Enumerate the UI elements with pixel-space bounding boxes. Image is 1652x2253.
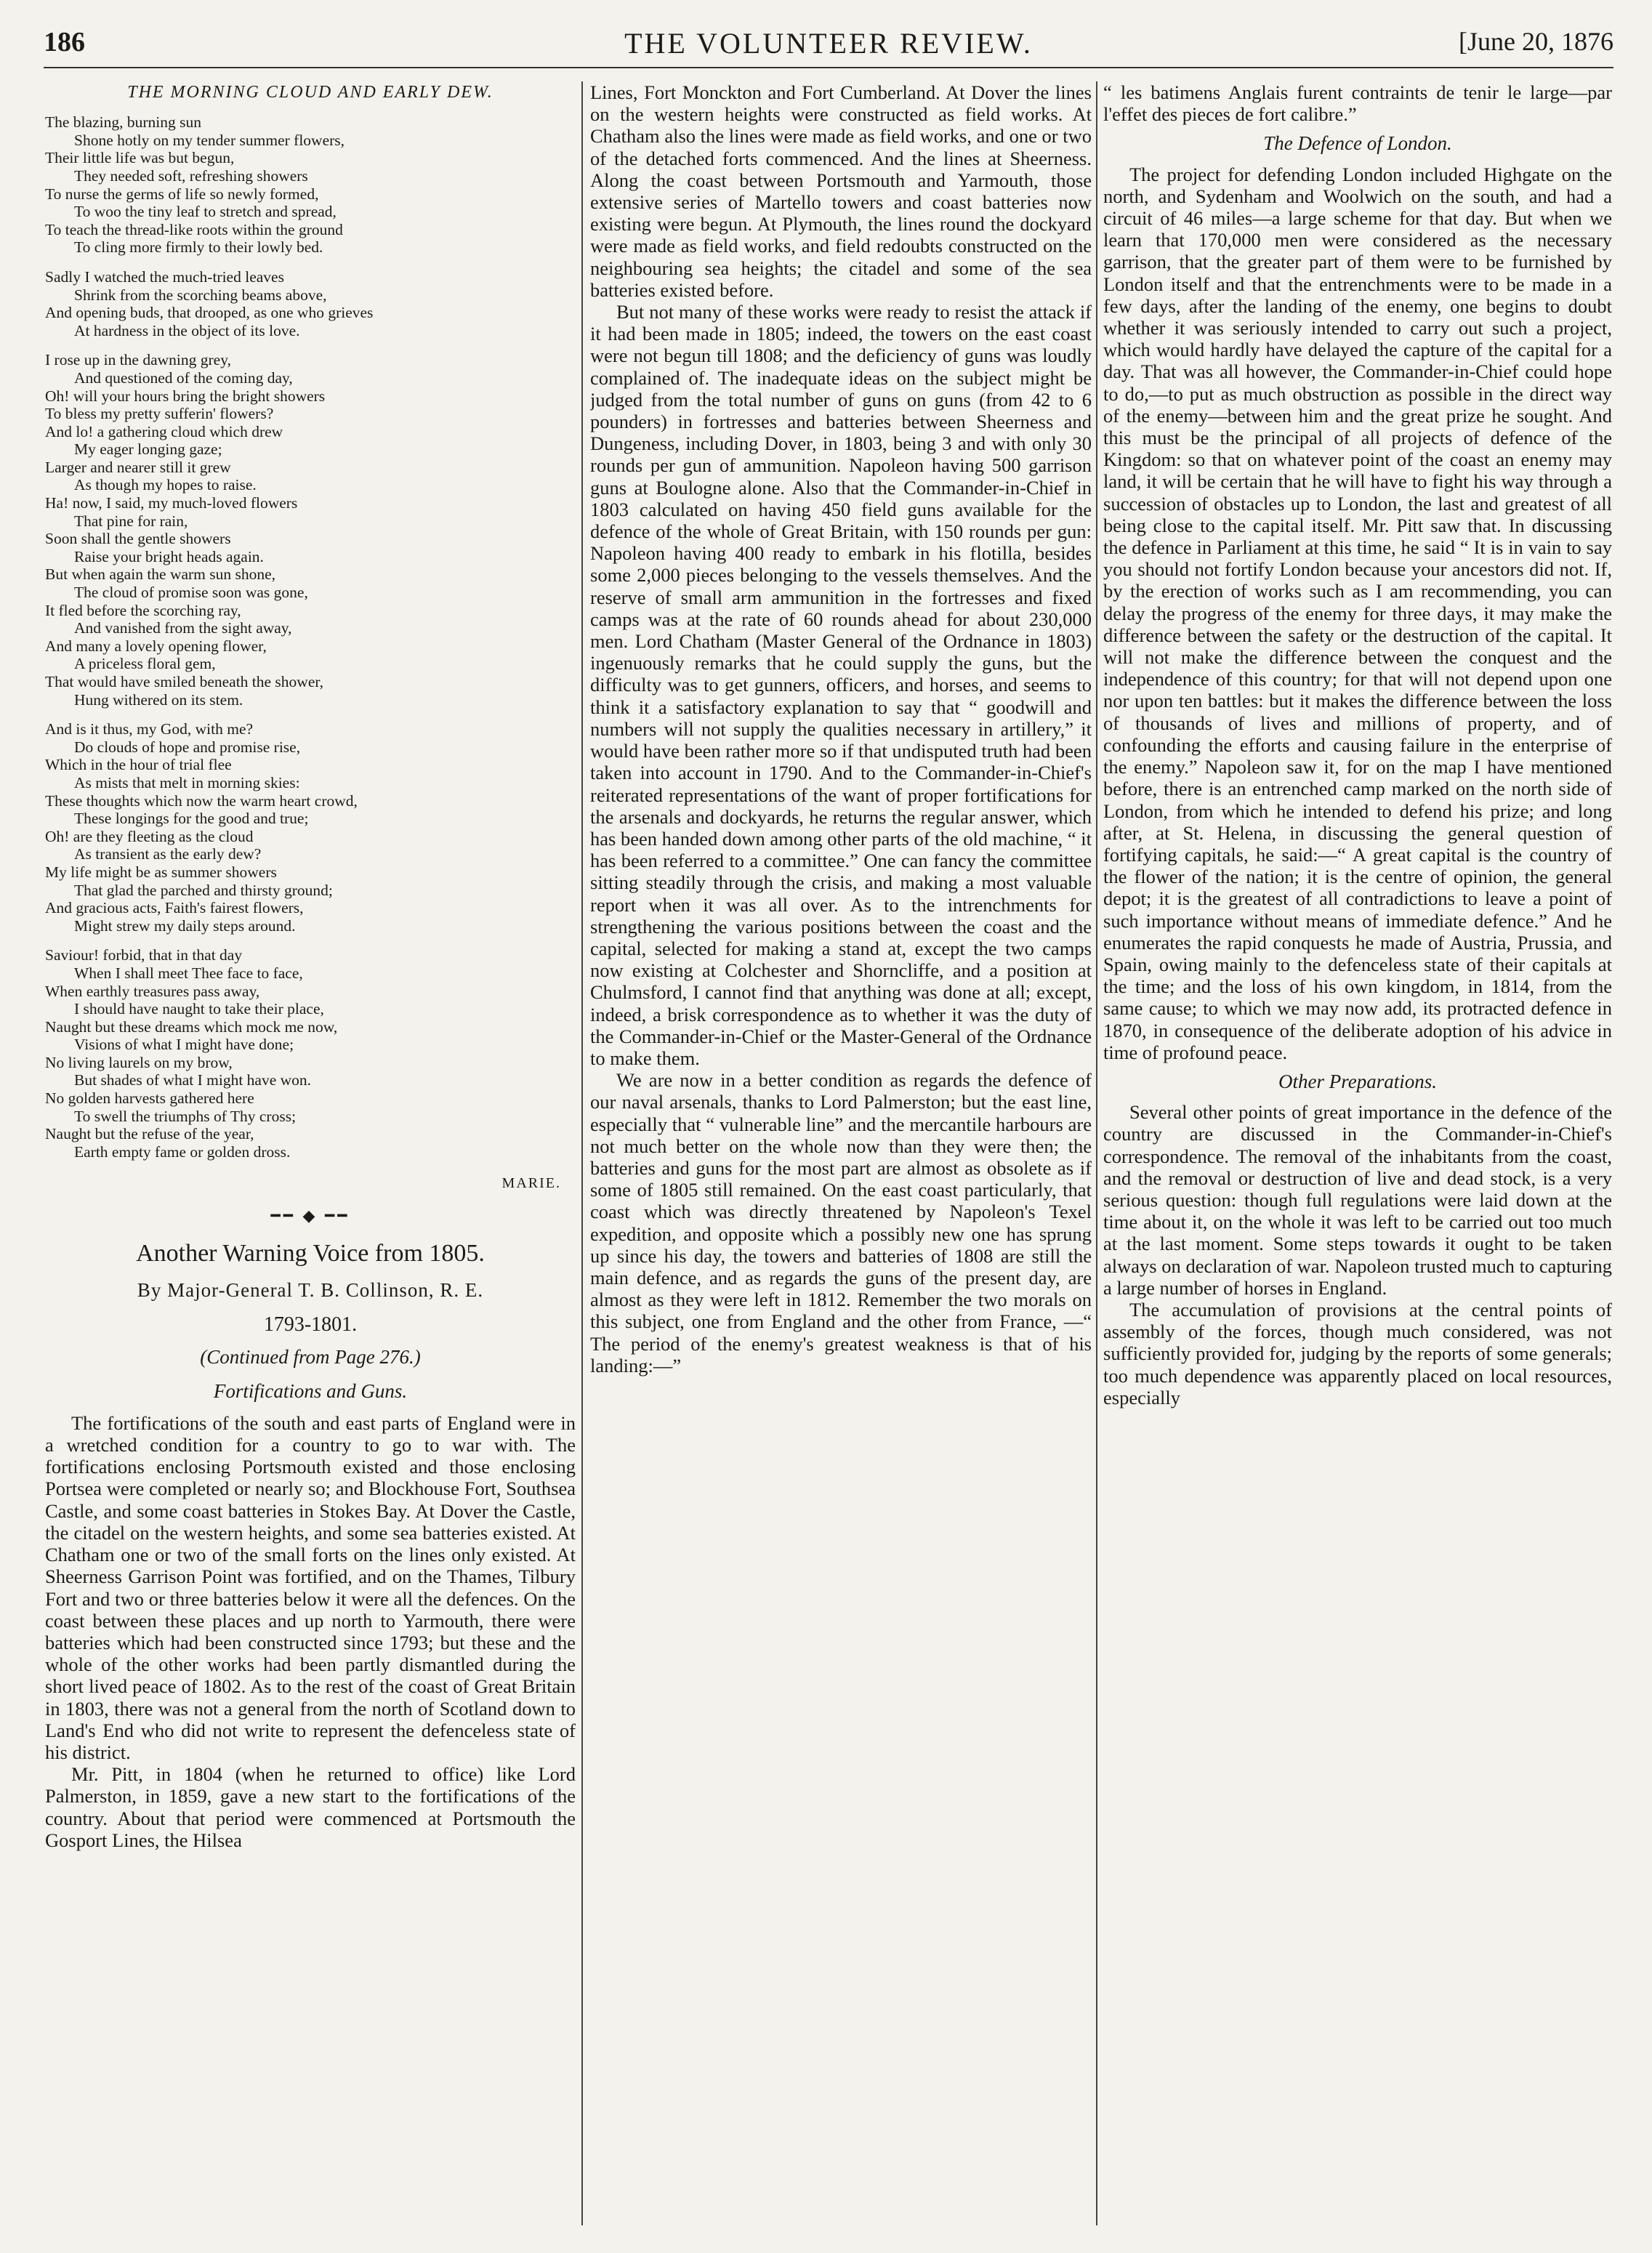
poem-line: And is it thus, my God, with me? [45, 720, 254, 738]
poem-line: Naught but these dreams which mock me now, [45, 1017, 338, 1036]
poem-author: MARIE. [501, 1175, 561, 1192]
poem-line: When I shall meet Thee face to face, [74, 964, 303, 982]
poem-line: And many a lovely opening flower, [45, 637, 267, 655]
column-1 [45, 81, 576, 2225]
article-dates: 1793-1801. [263, 1313, 358, 1337]
poem-line: Raise your bright heads again. [74, 547, 264, 565]
poem-line: Do clouds of hope and promise rise, [74, 738, 301, 756]
paragraph: But not many of these works were ready to resist the attack if it had been made in 1805; indeed, the towers on the east coast were not begun till 1808; and the deficiency of guns was loudly complained of. The inadequate ideas on the subject might be judged from the total number of guns on guns (from 42 to 6 pounders) in fortresses and batteries between Sheerness and Dungeness, including Dover, in 1803, being 3 and with only 30 rounds per gun of ammunition. Napoleon having 500 garrison guns at Boulogne alone. Also that the Commander-in-Chief in 1803 calculated on having 450 field guns available for the defence of the whole of Great Britain, with 150 rounds per gun: Napoleon having 400 ready to embark in his flotilla, besides some 2,000 pieces belonging to the vessels themselves. And the reserve of small arm ammunition in the fortresses and fixed camps was at the rate of 60 rounds ahead for about 230,000 men. Lord Chatham (Master General of the Ordnance in 1803) ingenuously remarks that he could supply the guns, but the difficulty was to get gunners, officers, and horses, and seems to think it a satisfactory explanation to say that “ goodwill and numbers will not supply the qualities necessary in artillery,” it would have been rather more so if that undisputed truth had been taken into account in 1790. And to the Commander-in-Chief's reiterated representations of the want of proper fortifications for the arsenals and dockyards, he returns the regular answer, which has been handed down among other parts of the old machine, “ it has been referred to a committee.” One can fancy the committee sitting steadily through the crisis, and making a most valuable report when it was all over. As to the intrenchments for strengthening the various positions between the coast and the capital, selected for making a stand at, except the two camps now existing at Colchester and Shorncliffe, and a position at Chulmsford, I cannot find that anything was done at all; except, indeed, a brisk correspondence as to whether it was the duty of the Commander-in-Chief or the Master-General of the Ordnance to make them. [590, 301, 1092, 1069]
paragraph: The accumulation of provisions at the central points of assembly of the forces, though much considered, was not sufficiently provided for, judging by the reports of some generals; too much dependence was apparently placed on local resources, especially [1103, 1298, 1612, 1408]
poem-line: And opening buds, that drooped, as one who grieves [45, 304, 374, 322]
poem-line: Oh! are they fleeting as the cloud [45, 827, 254, 845]
poem-stanza [45, 946, 576, 1161]
poem-line: As mists that melt in morning skies: [74, 773, 300, 791]
poem-stanza [45, 720, 576, 935]
section-ornament: ━━ ◆ ━━ [270, 1206, 350, 1225]
header-rule [44, 67, 1613, 68]
poem-body [45, 113, 576, 1161]
paragraph: We are now in a better condition as regards the defence of our naval arsenals, thanks to Lord Palmerston; but the east line, especially that “ vulnerable line” and the mercantile harbours are not much better on the whole now than they were then; the batteries and guns for the most part are almost as obsolete as if some of 1805 still remained. On the east coast particularly, that coast which was directly threatened by Napoleon's Texel expedition, and opposite which a possibly new one has sprung up since his day, the towers and batteries of 1808 are still the main defence, and as regards the guns of the present day, are almost as they were left in 1812. Remember the two morals on this subject, one from England and the other from France, —“ The period of the enemy's greatest weakness is that of his landing:—” [590, 1069, 1092, 1377]
section-heading-fortifications: Fortifications and Guns. [213, 1379, 408, 1402]
paragraph: The fortifications of the south and east parts of England were in a wretched condition for a country to go to war with. The fortifications enclosing Portsmouth existed and those enclosing Portsea were completed or nearly so; and Blockhouse Fort, Southsea Castle, and some coast batteries in Stokes Bay. At Dover the Castle, the citadel on the western heights, and some sea batteries existed. At Chatham one or two of the small forts on the lines only existed. At Sheerness Garrison Point was fortified, and on the Thames, Tilbury Fort and two or three batteries below it were all the defences. On the coast between these places and up north to Yarmouth, there were batteries which had been constructed since 1793; but these and the whole of the other works had been partly dismantled during the short lived peace of 1802. As to the rest of the coast of Great Britain in 1803, there was not a general from the north of Scotland down to Land's End who did not write to represent the defenceless state of his district. [45, 1411, 576, 1763]
poem-line: It fled before the scorching ray, [45, 601, 241, 619]
poem-line: But shades of what I might have won. [74, 1071, 312, 1089]
poem-line: I rose up in the dawning grey, [45, 351, 231, 369]
poem-line: A priceless floral gem, [74, 655, 216, 673]
poem-line: To woo the tiny leaf to stretch and spread, [74, 203, 337, 221]
poem-line: Their little life was but begun, [45, 149, 235, 167]
column-divider [581, 81, 583, 2225]
page-number: 186 [44, 27, 85, 57]
section-heading-other-preparations: Other Preparations. [1278, 1070, 1437, 1092]
article-byline: By Major-General T. B. Collinson, R. E. [137, 1279, 484, 1302]
poem-line: And gracious acts, Faith's fairest flowers, [45, 899, 304, 917]
poem-line: To cling more firmly to their lowly bed. [74, 238, 323, 257]
poem-line: To nurse the germs of life so newly formed, [45, 185, 319, 203]
poem-line: That glad the parched and thirsty ground; [74, 881, 333, 899]
poem-line: Might strew my daily steps around. [74, 916, 296, 935]
poem-line: And questioned of the coming day, [74, 368, 293, 387]
paragraph: Mr. Pitt, in 1804 (when he returned to office) like Lord Palmerston, in 1859, gave a new start to the fortifications of the country. About that period were commenced at Portsmouth the Gosport Lines, the Hilsea [45, 1763, 576, 1851]
poem-line: As transient as the early dew? [74, 845, 262, 863]
page-header [44, 20, 1613, 64]
poem-line: The cloud of promise soon was gone, [74, 584, 308, 602]
column-divider [1096, 81, 1097, 2225]
paragraph: The project for defending London included Highgate on the north, and Sydenham and Woolwich on the south, and had a circuit of 46 miles—a large scheme for that day. But when we learn that 170,000 men were considered as the necessary garrison, that the greater part of them were to be furnished by London itself and that the entrenchments were to be made in a few days, after the landing of the enemy, one begins to doubt whether it was seriously intended to carry out such a project, which would hardly have delayed the capture of the capital for a day. That was all however, the Commander-in-Chief could hope to do,—to put as much obstruction as possible in the direct way of the enemy—between him and the great prize he sought. And this must be the principal of all projects of defence of the Kingdom: so that on whatever point of the coast an enemy may land, it will be certain that he will have to fight his way through a succession of obstacles up to London, the last and greatest of all being close to the capital itself. Mr. Pitt saw that. In discussing the defence in Parliament at this time, he said “ It is in vain to say you should not fortify London because your ancestors did not. If, by the erection of works such as I am recommending, you can delay the progress of the enemy for three days, it may make the difference between the safety or the destruction of the capital. It will not make the difference between the conquest and the independence of this country; for that will not depend upon one nor upon ten battles: but it makes the difference between the loss of thousands of lives and millions of property, and of confounding the efforts and causing failure in the enterprise of the enemy.” Napoleon saw it, for on the map I have mentioned before, there is an entrenched camp marked on the north side of London, from which he intended to defend his prize; and long after, at St. Helena, in discussing the general question of fortifying capitals, he said:—“ A great capital is the country of the flower of the nation; it is the centre of opinion, the general depot; it is the greatest of all contradictions to leave a point of such importance without means of immediate defence.” And he enumerates the rapid conquests he made of Austria, Prussia, and Spain, owing mainly to the defenceless state of their capitals at the time; and the loss of his own kingdom, in 1814, from the same cause; to which we may now add, its protracted defence in 1870, in consequence of the deliberate adoption of his advice in time of profound peace. [1103, 163, 1612, 1063]
paragraph: Lines, Fort Monckton and Fort Cumberland. At Dover the lines on the western heights were constructed as field works. At Chatham also the lines were made as field works, and one or two of the detached forts commenced. And the lines at Sheerness. Along the coast between Portsmouth and Yarmouth, those extensive series of Martello towers and coast batteries now existing were begun. At Plymouth, the lines round the dockyard were made as field works, and field redoubts constructed on the neighbouring sea heights; the citadel and some of the sea batteries existed before. [590, 81, 1092, 301]
column-3 [1103, 81, 1612, 2225]
poem-line: To swell the triumphs of Thy cross; [74, 1107, 297, 1125]
poem-line: And lo! a gathering cloud which drew [45, 422, 283, 440]
poem-line: Visions of what I might have done; [74, 1036, 294, 1054]
poem-line: These thoughts which now the warm heart crowd, [45, 791, 358, 810]
poem-line: But when again the warm sun shone, [45, 565, 276, 584]
poem-line: Naught but the refuse of the year, [45, 1125, 254, 1143]
poem-line: And vanished from the sight away, [74, 619, 292, 637]
poem-line: Soon shall the gentle showers [45, 530, 231, 548]
poem-line: Ha! now, I said, my much-loved flowers [45, 494, 298, 512]
poem-line: My eager longing gaze; [74, 440, 222, 459]
poem-line: At hardness in the object of its love. [74, 321, 300, 339]
poem-line: Shrink from the scorching beams above, [74, 286, 327, 304]
poem-line: Sadly I watched the much-tried leaves [45, 267, 284, 286]
poem-line: Earth empty fame or golden dross. [74, 1142, 291, 1161]
poem-line: Larger and nearer still it grew [45, 458, 231, 476]
poem-line: As though my hopes to raise. [74, 476, 257, 494]
paragraph: “ les batimens Anglais furent contraints de tenir le large—par l'effet des pieces de fort calibre.” [1103, 81, 1612, 126]
poem-stanza [45, 268, 576, 339]
poem-stanza [45, 113, 576, 257]
poem-line: That would have smiled beneath the shower, [45, 673, 324, 691]
column-2 [590, 81, 1092, 2225]
poem-line: Oh! will your hours bring the bright showers [45, 387, 326, 405]
poem-line: When earthly treasures pass away, [45, 982, 260, 1000]
poem-title: THE MORNING CLOUD AND EARLY DEW. [127, 83, 493, 102]
poem-line: These longings for the good and true; [74, 810, 309, 828]
poem-line: They needed soft, refreshing showers [74, 166, 308, 185]
poem-line: To teach the thread-like roots within the ground [45, 220, 343, 238]
poem-line: That pine for rain, [74, 512, 188, 530]
section-heading-defence-of-london: The Defence of London. [1263, 132, 1452, 155]
poem-line: The blazing, burning sun [45, 113, 201, 132]
poem-line: Shone hotly on my tender summer flowers, [74, 131, 345, 149]
masthead-title: THE VOLUNTEER REVIEW. [624, 27, 1033, 60]
paragraph: Several other points of great importance in the defence of the country are discussed in the Commander-in-Chief's correspondence. The removal of the inhabitants from the coast, and the removal or destruction of live and dead stock, is a very serious question: though full regulations were laid down at the time about it, on the whole it was left to be carried out too much at the last moment. Some steps towards it ought to be taken always on declaration of war. Napoleon trusted much to capturing a large number of horses in England. [1103, 1101, 1612, 1299]
poem-line: Hung withered on its stem. [74, 690, 243, 709]
poem-line: To bless my pretty sufferin' flowers? [45, 405, 274, 423]
poem-line: No golden harvests gathered here [45, 1089, 254, 1108]
article-title: Another Warning Voice from 1805. [136, 1239, 485, 1267]
continued-note: (Continued from Page 276.) [200, 1346, 421, 1369]
poem-stanza [45, 351, 576, 709]
issue-date: [June 20, 1876 [1459, 27, 1613, 56]
poem-line: My life might be as summer showers [45, 863, 277, 881]
poem-line: Saviour! forbid, that in that day [45, 946, 243, 964]
poem-line: I should have naught to take their place, [74, 1000, 324, 1018]
poem-line: No living laurels on my brow, [45, 1053, 233, 1071]
poem-line: Which in the hour of trial flee [45, 756, 232, 774]
